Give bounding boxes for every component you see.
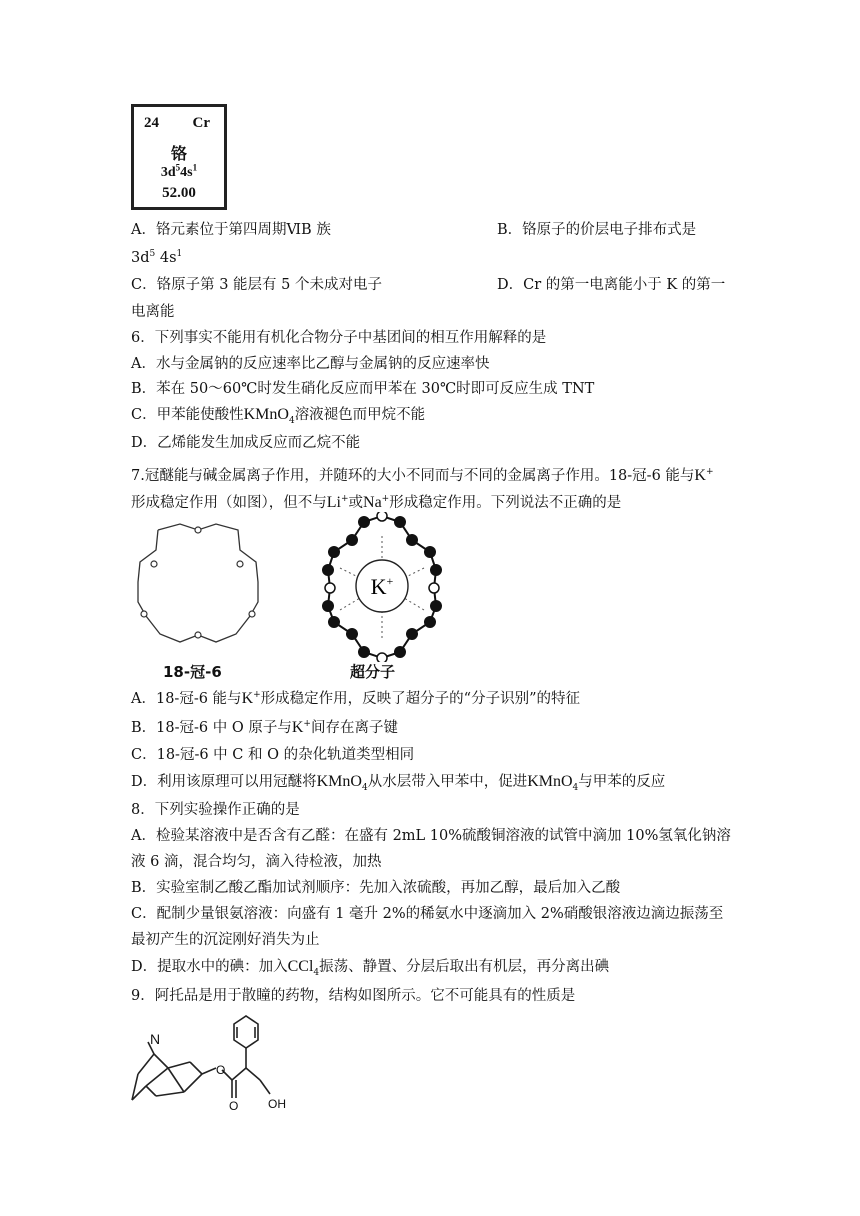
q5-option-b: B．铬原子的价层电子排布式是 — [497, 222, 697, 238]
q6-option-b: B．苯在 50～60℃时发生硝化反应而甲苯在 30℃时即可反应生成 TNT — [131, 381, 595, 397]
q8-option-a-line1: A．检验某溶液中是否含有乙醛：在盛有 2mL 10%硫酸铜溶液的试管中滴加 10%氢氧化钠溶 — [131, 828, 731, 844]
hydroxyl-label: OH — [268, 1097, 286, 1111]
q9-stem: 9．阿托品是用于散瞳的药物，结构如图所示。它不可能具有的性质是 — [131, 988, 576, 1004]
oxygen-atom — [151, 561, 157, 567]
q7-stem-line2: 形成稳定作用（如图），但不与Li+或Na+形成稳定作用。下列说法不正确的是 — [131, 494, 622, 511]
q8-option-d: D．提取水中的碘：加入CCl$_4$振荡、静置、分层后取出有机层，再分离出碘 — [131, 958, 610, 978]
q5-option-d: D．Cr 的第一电离能小于 K 的第一 — [497, 277, 726, 293]
oxygen-atom — [141, 611, 147, 617]
supramolecule-label: 超分子 — [350, 663, 396, 681]
q8-stem: 8．下列实验操作正确的是 — [131, 802, 300, 818]
element-name: 铬 — [170, 144, 187, 163]
q7-option-d: D．利用该原理可以用冠醚将KMnO$_4$从水层带入甲苯中，促进KMnO$_4$与甲苯的反应 — [131, 773, 666, 793]
q6-option-c: C．甲苯能使酸性KMnO$_4$溶液褪色而甲烷不能 — [131, 406, 426, 426]
q7-stem-line1: 7.冠醚能与碱金属离子作用，并随环的大小不同而与不同的金属离子作用。18-冠-6 能与K+ — [131, 467, 714, 484]
atropine-structure — [128, 1012, 298, 1112]
q6-option-d: D．乙烯能发生加成反应而乙烷不能 — [131, 435, 361, 451]
oxygen-atom — [249, 611, 255, 617]
q6-stem: 6．下列事实不能用有机化合物分子中基团间的相互作用解释的是 — [131, 330, 547, 346]
q6-option-a: A．水与金属钠的反应速率比乙醇与金属钠的反应速率快 — [131, 356, 490, 372]
element-symbol: Cr — [192, 115, 210, 131]
oxygen-atom — [195, 632, 201, 638]
electron-config: $3d^54s^1$ — [160, 162, 198, 180]
q7-option-c: C．18-冠-6 中 C 和 O 的杂化轨道类型相同 — [131, 747, 415, 763]
q7-option-a: A．18-冠-6 能与K+形成稳定作用，反映了超分子的“分子识别”的特征 — [131, 690, 580, 707]
q5-option-b-cont: $3d^5$ $4s^1$ — [131, 249, 183, 266]
q8-option-c-line2: 最初产生的沉淀刚好消失为止 — [131, 932, 320, 948]
potassium-ion-label: K+ — [370, 574, 394, 599]
oxygen-atom — [237, 561, 243, 567]
oxygen-atom — [195, 527, 201, 533]
svg-text:O: O — [216, 1063, 226, 1077]
nitrogen-label: N — [150, 1031, 161, 1047]
svg-text:O: O — [229, 1099, 239, 1112]
crown-ether-figure — [128, 520, 268, 655]
q5-option-a: A．铬元素位于第四周期ⅥB 族 — [131, 222, 331, 238]
q5-option-c: C．铬原子第 3 能层有 5 个未成对电子 — [131, 277, 382, 293]
atomic-number: 24 — [144, 115, 159, 131]
q8-option-c-line1: C．配制少量银氨溶液：向盛有 1 毫升 2%的稀氨水中逐滴加入 2%硝酸银溶液边滴边振荡至 — [131, 906, 724, 922]
q8-option-a-line2: 液 6 滴，混合均匀，滴入待检液，加热 — [131, 854, 382, 870]
chromium-element-card — [131, 104, 227, 210]
q7-option-b: B．18-冠-6 中 O 原子与K+间存在离子键 — [131, 719, 398, 736]
q5-option-d-cont: 电离能 — [131, 304, 175, 320]
crown-ether-label: 18-冠-6 — [163, 663, 222, 681]
atomic-mass: 52.00 — [162, 185, 196, 201]
q8-option-b: B．实验室制乙酸乙酯加试剂顺序：先加入浓硫酸，再加乙醇，最后加入乙酸 — [131, 880, 621, 896]
supramolecule-figure — [312, 512, 452, 662]
